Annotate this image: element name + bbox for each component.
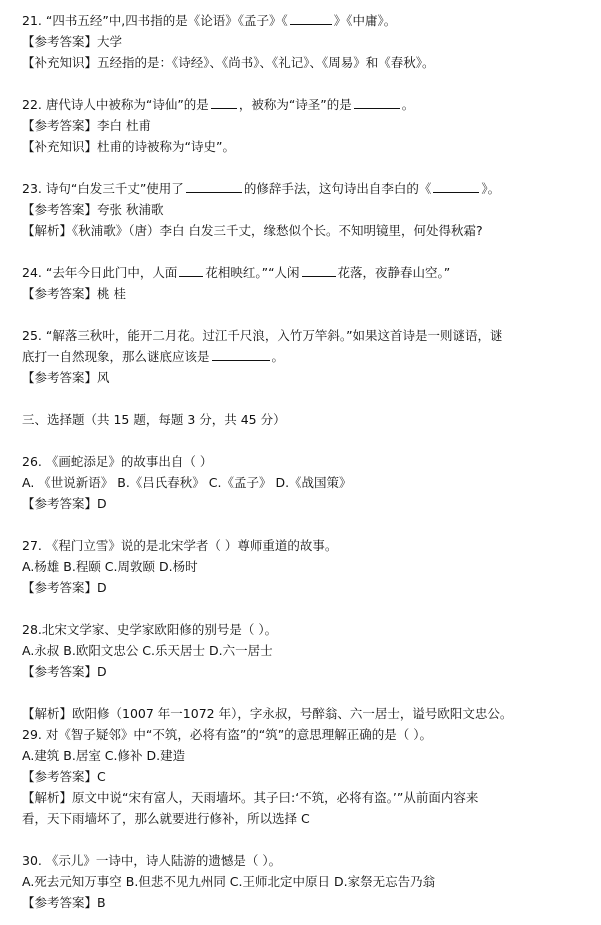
answer-blank — [179, 263, 203, 277]
question-text: 21. “四书五经”中,四书指的是《论语》《孟子》《 — [22, 13, 288, 28]
answer-blank — [433, 179, 479, 193]
answer-27: 【参考答案】D — [22, 580, 107, 595]
question-text: 》《中庸》。 — [333, 13, 397, 28]
answer-blank — [186, 179, 242, 193]
question-text: 24. “去年今日此门中，人面 — [22, 265, 178, 280]
question-text: 。 — [271, 349, 285, 364]
question-text: 。 — [401, 97, 415, 112]
section-heading: 三、选择题（共 15 题，每题 3 分，共 45 分） — [22, 412, 286, 427]
question-24 — [22, 262, 587, 283]
answer-blank — [302, 263, 336, 277]
question-text: 花相映红。”“人闲 — [205, 265, 300, 280]
question-25-line-2 — [22, 346, 587, 367]
answer-28: 【参考答案】D — [22, 664, 107, 679]
question-21 — [22, 10, 587, 31]
supplement-21: 【补充知识】五经指的是：《诗经》、《尚书》、《礼记》、《周易》和《春秋》。 — [22, 55, 435, 70]
answer-26: 【参考答案】D — [22, 496, 107, 511]
question-text: 》。 — [481, 181, 501, 196]
question-text: 的修辞手法，这句诗出自李白的《 — [243, 181, 432, 196]
question-text: ，被称为“诗圣”的是 — [238, 97, 352, 112]
options-26: A. 《世说新语》 B.《吕氏春秋》 C.《孟子》 D.《战国策》 — [22, 475, 352, 490]
question-text: 23. 诗句“白发三千丈”使用了 — [22, 181, 184, 196]
answer-22: 【参考答案】李白 杜甫 — [22, 118, 151, 133]
answer-blank — [212, 347, 270, 361]
supplement-22: 【补充知识】杜甫的诗被称为“诗史”。 — [22, 139, 235, 154]
question-28: 28.北宋文学家、史学家欧阳修的别号是（ ）。 — [22, 622, 278, 637]
question-27: 27. 《程门立雪》说的是北宋学者（ ）尊师重道的故事。 — [22, 538, 338, 553]
answer-blank — [211, 95, 237, 109]
analysis-29-line-1: 【解析】原文中说“宋有富人，天雨墙坏。其子曰:‘不筑，必将有盗。’”从前面内容来 — [22, 790, 479, 805]
options-28: A.永叔 B.欧阳文忠公 C.乐天居士 D.六一居士 — [22, 643, 273, 658]
options-30: A.死去元知万事空 B.但悲不见九州同 C.王师北定中原日 D.家祭无忘告乃翁 — [22, 874, 436, 889]
answer-23: 【参考答案】夸张 秋浦歌 — [22, 202, 164, 217]
answer-21: 【参考答案】大学 — [22, 34, 123, 49]
question-30: 30. 《示儿》一诗中，诗人陆游的遗憾是（ ）。 — [22, 853, 282, 868]
question-text: 花落，夜静春山空。” — [337, 265, 451, 280]
answer-30: 【参考答案】B — [22, 895, 106, 910]
question-25-line-1: 25. “解落三秋叶，能开二月花。过江千尺浪，入竹万竿斜。”如果这首诗是一则谜语，谜 — [22, 328, 503, 343]
question-text: 22. 唐代诗人中被称为“诗仙”的是 — [22, 97, 209, 112]
answer-25: 【参考答案】风 — [22, 370, 110, 385]
question-26: 26. 《画蛇添足》的故事出自（ ） — [22, 454, 213, 469]
analysis-23: 【解析】《秋浦歌》（唐）李白 白发三千丈，缘愁似个长。不知明镜里，何处得秋霜? — [22, 223, 483, 238]
answer-29: 【参考答案】C — [22, 769, 106, 784]
question-22 — [22, 94, 587, 115]
options-29: A.建筑 B.居室 C.修补 D.建造 — [22, 748, 186, 763]
question-29: 29. 对《智子疑邻》中“不筑，必将有盗”的“筑”的意思理解正确的是（ ）。 — [22, 727, 432, 742]
analysis-29-line-2: 看，天下雨墙坏了，那么就要进行修补，所以选择 C — [22, 811, 310, 826]
question-text: 底打一自然现象，那么谜底应该是 — [22, 349, 210, 364]
answer-blank — [354, 95, 400, 109]
options-27: A.杨雄 B.程颐 C.周敦颐 D.杨时 — [22, 559, 198, 574]
question-23 — [22, 178, 587, 199]
analysis-28: 【解析】欧阳修（1007 年一1072 年），字永叔，号醉翁、六一居士，谥号欧阳文忠公。 — [22, 706, 513, 721]
answer-24: 【参考答案】桃 桂 — [22, 286, 126, 301]
answer-blank — [290, 11, 332, 25]
